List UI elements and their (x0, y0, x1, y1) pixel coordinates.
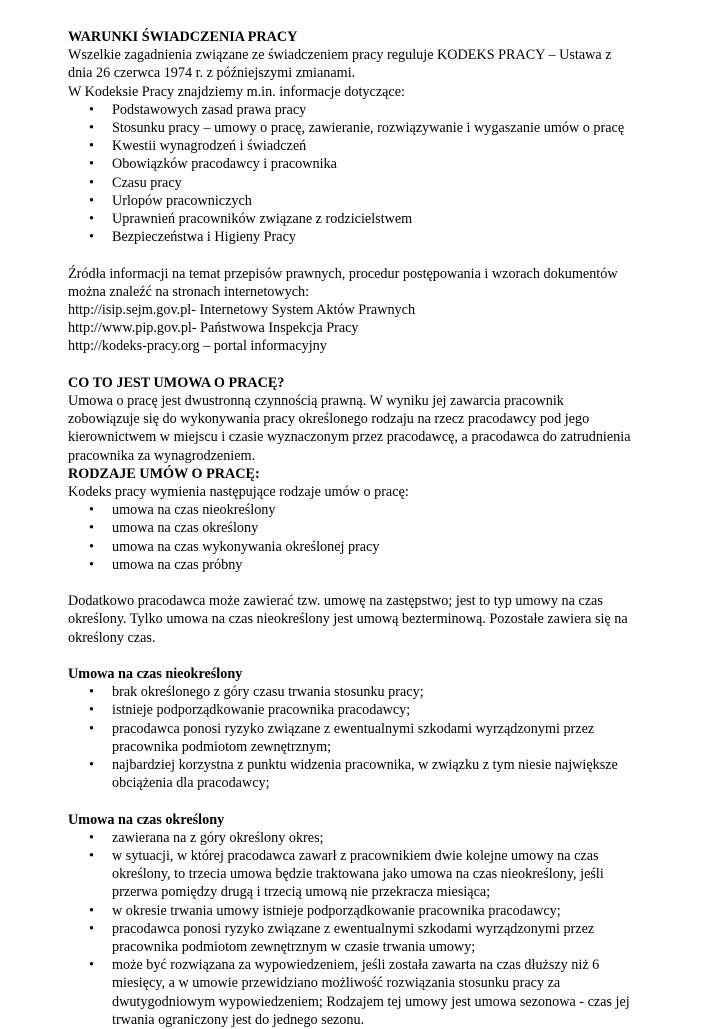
list-item: • Bezpieczeństwa i Higieny Pracy (68, 228, 668, 246)
list-item: • Urlopów pracowniczych (68, 192, 668, 210)
list-item-text: brak określonego z góry czasu trwania stosunku pracy; (112, 684, 424, 701)
paragraph-line: kierownictwem w miejscu i czasie wyznaczonym przez pracodawcę, a pracodawca do zatrudnienia (68, 429, 631, 446)
list-item (68, 920, 668, 956)
list-item (68, 902, 668, 920)
list-item-text: pracownika podmiotom zewnętrznym w czasie trwania umowy; (112, 939, 476, 956)
list-item-text: określony, to trzecia umowa będzie traktowana jako umowa na czas nieokreślony, jeśli (112, 866, 604, 883)
intro-line: Wszelkie zagadnienia związane ze świadczeniem pracy reguluje KODEKS PRACY – Ustawa z (68, 47, 612, 64)
spacer (68, 574, 668, 592)
list-item (68, 720, 668, 756)
list-item: • Podstawowych zasad prawa pracy (68, 101, 668, 119)
list-item-text: istnieje podporządkowanie pracownika pracodawcy; (112, 702, 411, 719)
sources-intro: Źródła informacji na temat przepisów prawnych, procedur postępowania i wzorach dokumentów (68, 265, 618, 282)
spacer (68, 356, 668, 374)
list-item (68, 701, 668, 719)
list-item-text: przerwa pomiędzy drugą i trzecią umową nie przekracza miesiąca; (112, 884, 491, 901)
labor-code-topics-list (68, 101, 668, 247)
spacer (68, 792, 668, 810)
intro-line: W Kodeksie Pracy znajdziemy m.in. informacje dotyczące: (68, 83, 405, 100)
list-item: • umowa na czas próbny (68, 556, 668, 574)
list-item-text: pracodawca ponosi ryzyko związane z ewentualnymi szkodami wyrządzonymi przez (112, 720, 595, 737)
fixed-term-contract-list (68, 829, 668, 1029)
list-item (68, 756, 668, 792)
list-item-text: dwutygodniowym wypowiedzeniem; Rodzajem tej umowy jest umowa sezonowa - czas jej (112, 993, 630, 1010)
paragraph-line: określony. Tylko umowa na czas nieokreślony jest umową bezterminową. Pozostałe zawiera się na (68, 611, 628, 628)
list-item-text: pracownika podmiotom zewnętrznym; (112, 738, 332, 755)
list-item: • umowa na czas nieokreślony (68, 501, 668, 519)
heading-fixed-term-contract: Umowa na czas określony (68, 811, 225, 828)
list-item-text: w sytuacji, w której pracodawca zawarł z pracownikiem dwie kolejne umowy na czas (112, 848, 599, 865)
spacer (68, 647, 668, 665)
list-item (68, 956, 668, 1029)
paragraph-line: zobowiązuje się do wykonywania pracy określonego rodzaju na rzecz pracodawcy pod jego (68, 411, 590, 428)
source-link-sejm[interactable]: http://isip.sejm.gov.pl- Internetowy System Aktów Prawnych (68, 302, 416, 319)
paragraph-line: Kodeks pracy wymienia następujące rodzaje umów o pracę: (68, 484, 409, 501)
list-item: • Obowiązków pracodawcy i pracownika (68, 155, 668, 173)
heading-indefinite-contract: Umowa na czas nieokreślony (68, 666, 243, 683)
intro-line: dnia 26 czerwca 1974 r. z późniejszymi zmianami. (68, 65, 356, 82)
paragraph-line: określony czas. (68, 629, 156, 646)
list-item: • umowa na czas określony (68, 519, 668, 537)
heading-working-conditions: WARUNKI ŚWIADCZENIA PRACY (68, 29, 298, 45)
list-item-text: trwania ograniczony jest do jednego sezonu. (112, 1011, 365, 1028)
source-link-pip[interactable]: http://www.pip.gov.pl- Państwowa Inspekcja Pracy (68, 320, 359, 337)
list-item (68, 847, 668, 902)
heading-what-is-contract: CO TO JEST UMOWA O PRACĘ? (68, 374, 285, 391)
list-item: • Uprawnień pracowników związane z rodzicielstwem (68, 210, 668, 228)
list-item-text: obciążenia dla pracodawcy; (112, 775, 270, 792)
list-item: • umowa na czas wykonywania określonej pracy (68, 538, 668, 556)
paragraph-line: pracownika za wynagrodzeniem. (68, 447, 256, 464)
paragraph-line: Umowa o pracę jest dwustronną czynnością prawną. W wyniku jej zawarcia pracownik (68, 393, 564, 410)
source-link-kodeks[interactable]: http://kodeks-pracy.org – portal informacyjny (68, 338, 327, 355)
indefinite-contract-list (68, 683, 668, 792)
list-item: • Czasu pracy (68, 174, 668, 192)
list-item-text: najbardziej korzystna z punktu widzenia pracownika, w związku z tym niesie największe (112, 757, 618, 774)
list-item-text: miesięcy, a w umowie przewidziano możliwość rozwiązania stosunku pracy za (112, 975, 561, 992)
list-item: • Kwestii wynagrodzeń i świadczeń (68, 137, 668, 155)
document-page (68, 28, 668, 1029)
list-item-text: w okresie trwania umowy istnieje podporządkowanie pracownika pracodawcy; (112, 902, 561, 919)
list-item (68, 683, 668, 701)
paragraph-line: Dodatkowo pracodawca może zawierać tzw. umowę na zastępstwo; jest to typ umowy na czas (68, 593, 603, 610)
list-item-text: pracodawca ponosi ryzyko związane z ewentualnymi szkodami wyrządzonymi przez (112, 920, 595, 937)
sources-intro: można znaleźć na stronach internetowych: (68, 283, 310, 300)
list-item-text: zawierana na z góry określony okres; (112, 829, 324, 846)
contract-types-list (68, 501, 668, 574)
list-item-text: może być rozwiązana za wypowiedzeniem, jeśli została zawarta na czas dłuższy niż 6 (112, 957, 600, 974)
spacer (68, 246, 668, 264)
heading-contract-types: RODZAJE UMÓW O PRACĘ: (68, 465, 260, 482)
list-item: • Stosunku pracy – umowy o pracę, zawieranie, rozwiązywanie i wygaszanie umów o pracę (68, 119, 668, 137)
list-item (68, 829, 668, 847)
